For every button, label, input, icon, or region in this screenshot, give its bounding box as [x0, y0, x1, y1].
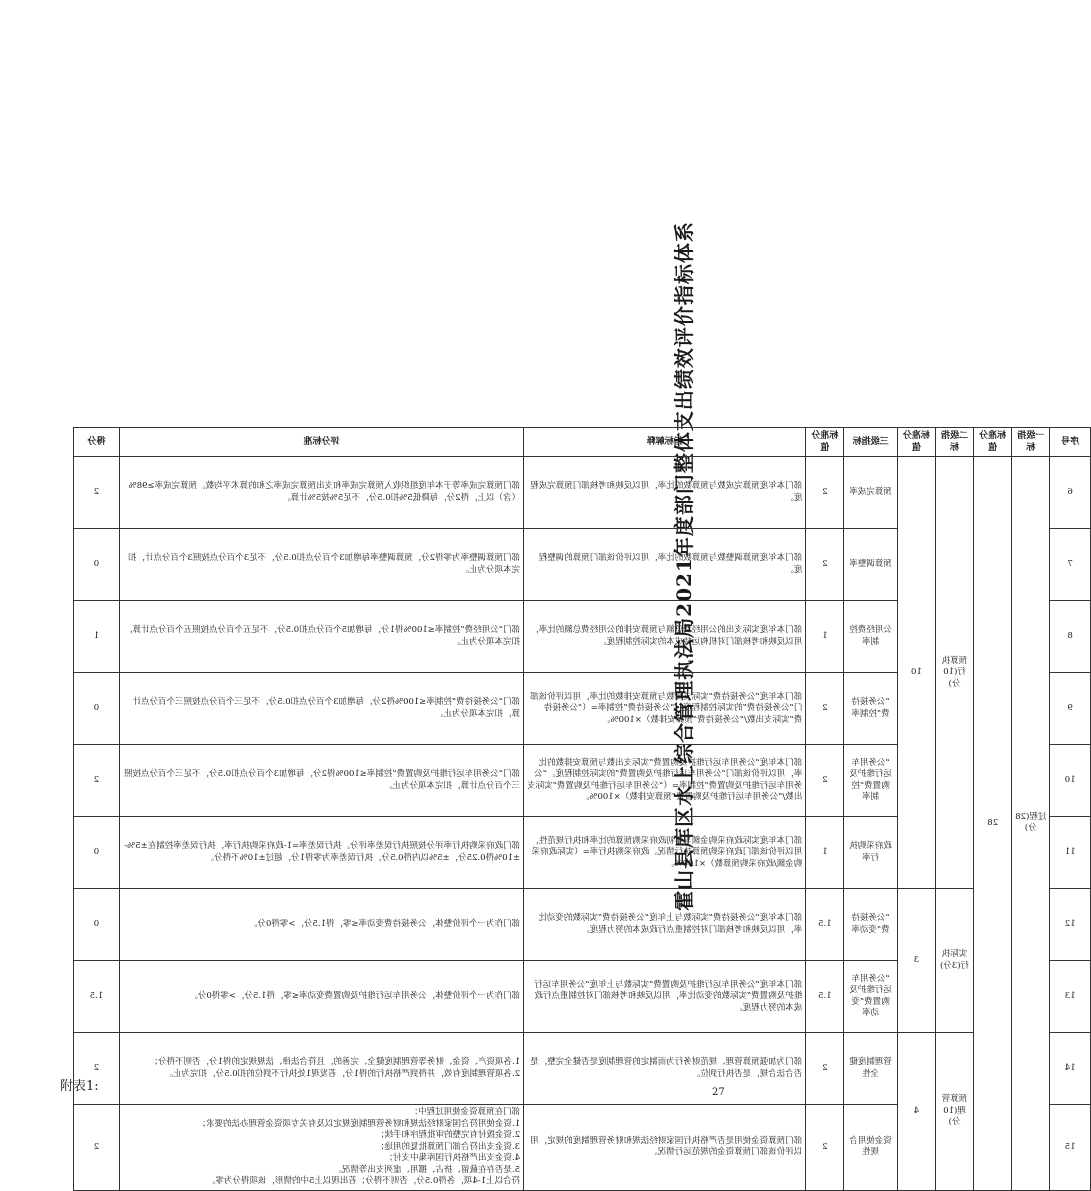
group-process: 过程(28分)	[1012, 457, 1050, 1190]
table-row	[74, 1033, 1091, 1105]
row-indicator-score: 1	[806, 601, 844, 673]
header-row	[74, 428, 1091, 457]
row-score-got: 1	[74, 601, 120, 673]
row-criteria: 部门作为一个评价整体，公务接待费变动率≤零，得1.5分，>零得0分。	[119, 889, 523, 961]
row-seq: 12	[1050, 889, 1091, 961]
row-indicator-score: 2	[806, 457, 844, 529]
header-lvl3-score: 标准分值	[806, 428, 844, 457]
group-budget-exec-score: 10	[897, 457, 935, 889]
row-explanation: 部门预算资金使用是否严格执行国家财经法规和财务管理制度的规定，用以评价该部门预算资金的规范运行情况。	[524, 1105, 806, 1190]
row-criteria: 部门政府采购执行率评分按照执行误差率评分。执行误差率=1-政府采购执行率，执行误差率控制在±5%-±10%得0.25分，±5%以内得0.5分，执行误差率为零得1分，超过±10%不得分。	[119, 817, 523, 889]
row-explanation: 部门本年度实际政府采购金额与年初政府采购预算的比率和执行规范性，用以评价该部门政府采购预算执行情况。政府采购执行率=（实际政府采购金额/政府采购预算数）×100%。	[524, 817, 806, 889]
row-criteria: 部门预算调整率为零得2分，预算调整率每增加3个百分点扣0.5分，不足3个百分点按照3个百分点计，扣完本项分为止。	[119, 529, 523, 601]
row-indicator-score: 2	[806, 1105, 844, 1190]
row-indicator-score: 2	[806, 745, 844, 817]
appendix-label: 附表1:	[60, 1079, 99, 1094]
row-indicator-score: 2	[806, 1033, 844, 1105]
row-explanation: 部门本年度“公务用车运行维护及购置费”实际支出数与预算安排数的比率，用以评价该部门“公务用车运行维护及购置费”的实际控制程度。“公务用车运行维护及购置费”控制率=（“公务用车运行维护及购置费”实际支出数/“公务用车运行维护及购置费”预算安排数）×100%。	[524, 745, 806, 817]
header-seq: 序号	[1050, 428, 1091, 457]
row-seq: 11	[1050, 817, 1091, 889]
table-row	[74, 457, 1091, 529]
row-indicator-name: “公务接待费”变动率	[844, 889, 897, 961]
row-criteria: 部门预算完成率等于本年度组织收入预算完成率和支出预算完成率之和的算术平均数。预算完成率≥98%（含）以上，得2分，每降低5%扣0.5分，不足5%按5%计算。	[119, 457, 523, 529]
row-seq: 7	[1050, 529, 1091, 601]
row-indicator-name: 预算完成率	[844, 457, 897, 529]
header-criteria: 评分标准	[119, 428, 523, 457]
row-seq: 15	[1050, 1105, 1091, 1190]
row-seq: 13	[1050, 961, 1091, 1033]
row-indicator-name: 管理制度健全性	[844, 1033, 897, 1105]
row-score-got: 0	[74, 673, 120, 745]
row-criteria: 部门“公务接待费”控制率≤100%得2分，每增加3个百分点扣0.5分，不足三个百分点按照三个百分点计算，扣完本项分为止。	[119, 673, 523, 745]
row-indicator-name: “公务用车运行维护及购置费”控制率	[844, 745, 897, 817]
row-indicator-name: 公用经费控制率	[844, 601, 897, 673]
row-indicator-name: 资金使用合规性	[844, 1105, 897, 1190]
row-seq: 9	[1050, 673, 1091, 745]
page-number: 27	[712, 1087, 725, 1098]
row-seq: 8	[1050, 601, 1091, 673]
row-indicator-score: 1	[806, 817, 844, 889]
row-explanation: 部门本年度“公务接待费”实际支出数与预算安排数的比率，用以评价该部门“公务接待费”的实际控制程度。“公务接待费”控制率=（“公务接待费”实际支出数/“公务接待费”预算安排数）×100%。	[524, 673, 806, 745]
row-indicator-score: 2	[806, 673, 844, 745]
row-explanation: 部门本年度“公务接待费”实际数与上年度“公务接待费”实际数的变动比率，用以反映和考核部门对控制重点行政成本的努力程度。	[524, 889, 806, 961]
header-lvl1-score: 标准分值	[974, 428, 1012, 457]
row-criteria: 部门“公务用车运行维护及购置费”控制率≤100%得2分，每增加3个百分点扣0.5分，不足三个百分点按照三个百分点计算，扣完本项分为止。	[119, 745, 523, 817]
header-lvl2-score: 标准分值	[897, 428, 935, 457]
group-process-score: 28	[974, 457, 1012, 1190]
row-explanation: 部门本年度实际支出的公用经费总额与预算安排的公用经费总额的比率，用以反映和考核部门对机构运转成本的实际控制程度。	[524, 601, 806, 673]
row-seq: 6	[1050, 457, 1091, 529]
group-budget-mgmt: 预算管理(10分)	[935, 1033, 973, 1190]
row-indicator-score: 1.5	[806, 961, 844, 1033]
row-indicator-score: 1.5	[806, 889, 844, 961]
group-actual-exec: 实际执行(3分)	[935, 889, 973, 1033]
indicator-table	[73, 427, 1091, 1191]
group-budget-exec: 预算执行(10分)	[935, 457, 973, 889]
row-seq: 14	[1050, 1033, 1091, 1105]
row-score-got: 0	[74, 817, 120, 889]
row-explanation: 部门本年度预算调整数与预算数的比率，用以评价该部门预算的调整程度。	[524, 529, 806, 601]
row-indicator-name: “公务用车运行维护及购置费”变动率	[844, 961, 897, 1033]
row-explanation: 部门为加强预算管理、规范财务行为而制定的管理制度是否健全完整，是否合法合规，是否执行到位。	[524, 1033, 806, 1105]
row-score-got: 0	[74, 889, 120, 961]
row-criteria: 1.各项资产、资金、财务等管理制度健全、完善的，且符合法律、法规规定的得1分，否则不得分； 2.各项管理制度有效，并得到严格执行的得1分，若发现1处执行不到位的扣0.5分，扣完为止。	[119, 1033, 523, 1105]
row-score-got: 1.5	[74, 961, 120, 1033]
row-criteria: 部门在预算资金使用过程中： 1.资金使用符合国家财经法规和财务管理制度规定以及有关专项资金管理办法的要求； 2.资金拨付有完整的审批程序和手续； 3.资金支出符合部门预算批复的用途； 4.资金支出严格执行国库集中支付； 5.是否存在截留、挤占、挪用、虚列支出等情况。 符合以上1-4项，各得0.5分，否则不得分；若出现以上5中的情形，该项得分为零。	[119, 1105, 523, 1190]
row-score-got: 2	[74, 457, 120, 529]
page-title: 霍山县库区水上综合管理执法局2021年度部门整体支出绩效评价指标体系	[672, 221, 696, 911]
header-explain: 指标解释	[524, 428, 806, 457]
header-got: 得分	[74, 428, 120, 457]
row-criteria: 部门“公用经费”控制率≤100%得1分，每增加5个百分点扣0.5分，不足五个百分点按照五个百分点计算，扣完本项分为止。	[119, 601, 523, 673]
row-explanation: 部门本年度“公务用车运行维护及购置费”实际数与上年度“公务用车运行维护及购置费”实际数的变动比率，用以反映和考核部门对控制重点行政成本的努力程度。	[524, 961, 806, 1033]
header-lvl2: 二级指标	[935, 428, 973, 457]
row-score-got: 2	[74, 1105, 120, 1190]
row-indicator-name: 政府采购执行率	[844, 817, 897, 889]
row-explanation: 部门本年度预算完成数与预算数的比率，用以反映和考核部门预算完成程度。	[524, 457, 806, 529]
group-actual-exec-score: 3	[897, 889, 935, 1033]
header-lvl1: 一级指标	[1012, 428, 1050, 457]
header-lvl3: 三级指标	[844, 428, 897, 457]
row-score-got: 0	[74, 529, 120, 601]
table-row	[74, 889, 1091, 961]
row-criteria: 部门作为一个评价整体，公务用车运行维护及购置费变动率≤零，得1.5分，>零得0分。	[119, 961, 523, 1033]
row-seq: 10	[1050, 745, 1091, 817]
row-indicator-name: “公务接待费”控制率	[844, 673, 897, 745]
row-indicator-score: 2	[806, 529, 844, 601]
row-score-got: 2	[74, 1033, 120, 1105]
row-score-got: 2	[74, 745, 120, 817]
row-indicator-name: 预算调整率	[844, 529, 897, 601]
group-budget-mgmt-score: 4	[897, 1033, 935, 1190]
